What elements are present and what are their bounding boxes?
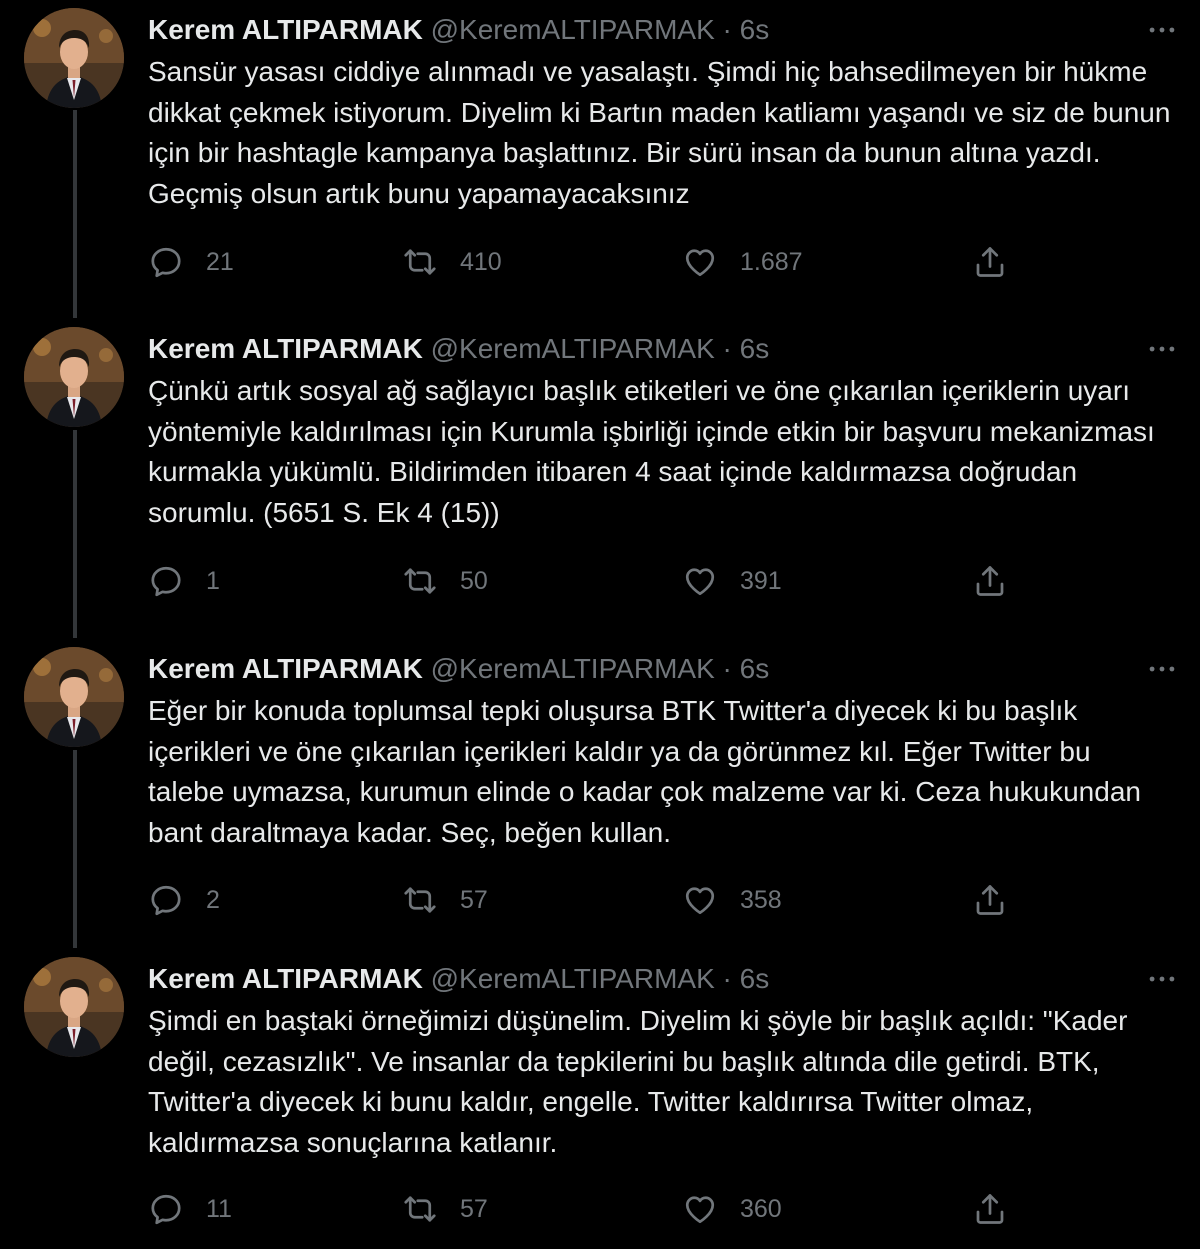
retweet-button[interactable] [402,563,488,599]
more-icon [1145,962,1179,996]
retweet-count: 50 [460,566,488,595]
heart-icon [682,563,718,599]
retweet-icon [402,563,438,599]
author-name[interactable]: Kerem ALTIPARMAK [148,14,423,45]
tweet-text: Eğer bir konuda toplumsal tepki oluşursa BTK Twitter'a diyecek ki bu başlık içerikleri ve öne çıkarılan içerikleri kaldır ya da görünmez kıl. Eğer Twitter bu talebe uymazsa, kurumun elinde o kadar çok malzeme var ki. Ceza hukukundan bant daraltmaya kadar. Seç, beğen kullan. [148,695,1141,848]
heart-icon [682,244,718,280]
avatar[interactable] [24,957,124,1057]
like-count: 360 [740,1194,782,1223]
heart-icon [682,882,718,918]
tweet-actions [148,1189,1028,1229]
reply-button[interactable] [148,882,220,918]
tweet-time[interactable]: 6s [739,963,770,994]
reply-icon [148,882,184,918]
reply-icon [148,244,184,280]
author-handle[interactable]: @KeremALTIPARMAK [430,653,715,684]
header-separator: · [722,333,732,364]
header-separator: · [722,14,732,45]
more-icon [1145,652,1179,686]
tweet-time[interactable]: 6s [739,14,770,45]
tweet-header [148,331,1130,367]
like-count: 391 [740,566,782,595]
more-button[interactable] [1142,331,1182,367]
tweet-text: Şimdi en baştaki örneğimizi düşünelim. Diyelim ki şöyle bir başlık açıldı: "Kader değil, cezasızlık". Ve insanlar da tepkilerini bu başlık altında dile getirdi. BTK, Twitter'a diyecek ki bunu kaldır, engelle. Twitter kaldırırsa Twitter olmaz, kaldırmazsa sonuçlarına katlanır. [148,1005,1128,1158]
author-name[interactable]: Kerem ALTIPARMAK [148,963,423,994]
like-button[interactable] [682,563,782,599]
reply-count: 1 [206,566,220,595]
share-button[interactable] [972,1191,1008,1227]
tweet-header [148,651,1130,687]
reply-button[interactable] [148,244,234,280]
tweet-actions [148,242,1028,282]
reply-count: 11 [206,1194,232,1223]
more-icon [1145,332,1179,366]
tweet-time[interactable]: 6s [739,333,770,364]
reply-count: 21 [206,247,234,276]
author-name[interactable]: Kerem ALTIPARMAK [148,653,423,684]
retweet-button[interactable] [402,1191,488,1227]
retweet-icon [402,882,438,918]
like-count: 358 [740,885,782,914]
tweet-actions [148,880,1028,920]
retweet-icon [402,1191,438,1227]
avatar[interactable] [24,8,124,108]
share-button[interactable] [972,244,1008,280]
heart-icon [682,1191,718,1227]
author-handle[interactable]: @KeremALTIPARMAK [430,963,715,994]
like-count: 1.687 [740,247,803,276]
retweet-count: 57 [460,885,488,914]
share-button[interactable] [972,563,1008,599]
thread-line [73,750,77,948]
like-button[interactable] [682,1191,782,1227]
author-name[interactable]: Kerem ALTIPARMAK [148,333,423,364]
like-button[interactable] [682,244,803,280]
retweet-button[interactable] [402,882,488,918]
tweet-actions [148,561,1028,601]
header-separator: · [722,963,732,994]
thread-line [73,110,77,318]
tweet-text: Çünkü artık sosyal ağ sağlayıcı başlık etiketleri ve öne çıkarılan içeriklerin uyarı yöntemiyle kaldırılması için Kurumla işbirliği içinde etkin bir başvuru mekanizması kurmakla yükümlü. Bildirimden itibaren 4 saat içinde kaldırmazsa doğrudan sorumlu. (5651 S. Ek 4 (15)) [148,375,1155,528]
share-icon [972,244,1008,280]
retweet-count: 410 [460,247,502,276]
author-handle[interactable]: @KeremALTIPARMAK [430,14,715,45]
retweet-count: 57 [460,1194,488,1223]
reply-count: 2 [206,885,220,914]
more-icon [1145,13,1179,47]
tweet-text: Sansür yasası ciddiye alınmadı ve yasalaştı. Şimdi hiç bahsedilmeyen bir hükme dikkat çekmek istiyorum. Diyelim ki Bartın maden katliamı yaşandı ve siz de bunun için bir hashtagle kampanya başlattınız. Bir sürü insan da bunun altına yazdı. Geçmiş olsun artık bunu yapamayacaksınız [148,56,1171,209]
more-button[interactable] [1142,12,1182,48]
share-button[interactable] [972,882,1008,918]
tweet-header [148,12,1130,48]
tweet-header [148,961,1130,997]
more-button[interactable] [1142,961,1182,997]
reply-button[interactable] [148,1191,232,1227]
like-button[interactable] [682,882,782,918]
thread-line [73,430,77,638]
more-button[interactable] [1142,651,1182,687]
share-icon [972,1191,1008,1227]
header-separator: · [722,653,732,684]
share-icon [972,563,1008,599]
avatar[interactable] [24,327,124,427]
reply-icon [148,563,184,599]
retweet-button[interactable] [402,244,502,280]
author-handle[interactable]: @KeremALTIPARMAK [430,333,715,364]
avatar[interactable] [24,647,124,747]
reply-button[interactable] [148,563,220,599]
retweet-icon [402,244,438,280]
share-icon [972,882,1008,918]
tweet-time[interactable]: 6s [739,653,770,684]
reply-icon [148,1191,184,1227]
